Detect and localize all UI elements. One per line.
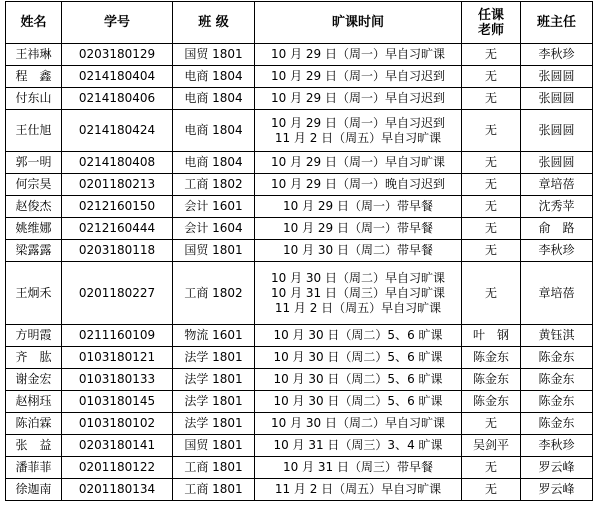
header-row xyxy=(6,2,593,44)
student-id-cell: 0214180408 xyxy=(62,152,173,174)
absence-time-entry: 10 月 31 日（周三）早自习旷课 xyxy=(271,285,445,300)
absence-time-cell xyxy=(255,44,462,66)
student-id-cell: 0211160109 xyxy=(62,325,173,347)
table-row xyxy=(6,435,593,457)
absence-time-entry: 10 月 29 日（周一）早自习迟到 xyxy=(271,69,445,83)
student-name-cell: 王祎琳 xyxy=(6,44,62,66)
table-row xyxy=(6,262,593,325)
student-id-cell: 0214180406 xyxy=(62,88,173,110)
absence-time-cell xyxy=(255,152,462,174)
absence-time-cell xyxy=(255,325,462,347)
class-cell: 国贸 1801 xyxy=(173,240,255,262)
student-id-cell: 0103180133 xyxy=(62,369,173,391)
absence-time-entry: 11 月 2 日（周五）早自习旷课 xyxy=(274,130,442,145)
teacher-cell: 无 xyxy=(462,196,521,218)
class-cell: 法学 1801 xyxy=(173,369,255,391)
absence-time-entry: 10 月 30 日（周二）5、6 旷课 xyxy=(273,350,443,364)
student-name-cell: 张 益 xyxy=(6,435,62,457)
student-name-cell: 姚维娜 xyxy=(6,218,62,240)
student-name-cell: 郭一明 xyxy=(6,152,62,174)
table-row xyxy=(6,240,593,262)
teacher-cell: 陈金东 xyxy=(462,391,521,413)
absence-time-cell xyxy=(255,435,462,457)
student-name-cell: 何宗昊 xyxy=(6,174,62,196)
student-name-cell: 王仕旭 xyxy=(6,110,62,152)
teacher-cell: 陈金东 xyxy=(462,369,521,391)
student-id-cell: 0201180122 xyxy=(62,457,173,479)
header-absence-time: 旷课时间 xyxy=(255,2,462,44)
teacher-cell: 无 xyxy=(462,174,521,196)
student-name-cell: 方明霞 xyxy=(6,325,62,347)
student-id-cell: 0103180121 xyxy=(62,347,173,369)
absence-time-entry: 10 月 31 日（周三）3、4 旷课 xyxy=(273,438,443,452)
table-row xyxy=(6,110,593,152)
absence-time-cell xyxy=(255,262,462,325)
class-cell: 国贸 1801 xyxy=(173,435,255,457)
class-cell: 工商 1802 xyxy=(173,262,255,325)
header-teacher-line1: 任课 xyxy=(477,7,504,23)
teacher-cell: 陈金东 xyxy=(462,347,521,369)
absence-time-entry: 10 月 30 日（周二）带早餐 xyxy=(283,243,433,257)
class-cell: 法学 1801 xyxy=(173,391,255,413)
class-cell: 工商 1802 xyxy=(173,174,255,196)
class-cell: 电商 1804 xyxy=(173,66,255,88)
absence-time-entry: 10 月 30 日（周二）早自习旷课 xyxy=(271,416,445,430)
student-id-cell: 0203180118 xyxy=(62,240,173,262)
class-cell: 法学 1801 xyxy=(173,413,255,435)
student-id-cell: 0201180227 xyxy=(62,262,173,325)
absence-time-cell xyxy=(255,110,462,152)
student-name-cell: 赵栩珏 xyxy=(6,391,62,413)
student-name-cell: 徐迦南 xyxy=(6,479,62,501)
absence-time-entry: 10 月 29 日（周一）早自习迟到 xyxy=(271,91,445,105)
student-name-cell: 陈泊霖 xyxy=(6,413,62,435)
head-teacher-cell: 章培蓓 xyxy=(521,262,593,325)
class-cell: 工商 1801 xyxy=(173,479,255,501)
teacher-cell: 无 xyxy=(462,413,521,435)
absence-time-cell xyxy=(255,88,462,110)
absence-time-entry: 10 月 30 日（周二）5、6 旷课 xyxy=(273,372,443,386)
head-teacher-cell: 李秋珍 xyxy=(521,44,593,66)
head-teacher-cell: 张圆圆 xyxy=(521,88,593,110)
class-cell: 电商 1804 xyxy=(173,88,255,110)
student-name-cell: 付东山 xyxy=(6,88,62,110)
teacher-cell: 无 xyxy=(462,110,521,152)
head-teacher-cell: 俞 路 xyxy=(521,218,593,240)
student-name-cell: 潘菲菲 xyxy=(6,457,62,479)
absence-time-entry: 10 月 29 日（周一）早自习旷课 xyxy=(271,47,445,61)
absence-time-entry: 11 月 2 日（周五）早自习旷课 xyxy=(274,300,442,315)
absence-time-entry: 10 月 30 日（周二）早自习旷课 xyxy=(271,270,445,285)
student-id-cell: 0201180134 xyxy=(62,479,173,501)
class-cell: 会计 1601 xyxy=(173,196,255,218)
absence-time-entry: 10 月 29 日（周一）早自习迟到 xyxy=(271,115,445,130)
absence-time-cell xyxy=(255,174,462,196)
student-id-cell: 0212160444 xyxy=(62,218,173,240)
absence-time-cell xyxy=(255,66,462,88)
head-teacher-cell: 陈金东 xyxy=(521,413,593,435)
absence-time-cell xyxy=(255,413,462,435)
absence-time-entry: 10 月 30 日（周二）5、6 旷课 xyxy=(273,394,443,408)
absence-time-cell xyxy=(255,391,462,413)
head-teacher-cell: 张圆圆 xyxy=(521,110,593,152)
table-body xyxy=(6,44,593,501)
teacher-cell: 无 xyxy=(462,240,521,262)
student-name-cell: 程 鑫 xyxy=(6,66,62,88)
student-id-cell: 0103180145 xyxy=(62,391,173,413)
head-teacher-cell: 罗云峰 xyxy=(521,457,593,479)
head-teacher-cell: 罗云峰 xyxy=(521,479,593,501)
class-cell: 物流 1601 xyxy=(173,325,255,347)
head-teacher-cell: 黄钰淇 xyxy=(521,325,593,347)
table-row xyxy=(6,325,593,347)
table-row xyxy=(6,66,593,88)
student-name-cell: 梁露露 xyxy=(6,240,62,262)
table-row xyxy=(6,196,593,218)
header-class: 班 级 xyxy=(173,2,255,44)
absence-time-cell xyxy=(255,196,462,218)
class-cell: 电商 1804 xyxy=(173,110,255,152)
table-row xyxy=(6,479,593,501)
table-row xyxy=(6,457,593,479)
absence-time-cell xyxy=(255,218,462,240)
head-teacher-cell: 陈金东 xyxy=(521,369,593,391)
absence-time-cell xyxy=(255,479,462,501)
teacher-cell: 无 xyxy=(462,457,521,479)
header-name: 姓名 xyxy=(6,2,62,44)
head-teacher-cell: 陈金东 xyxy=(521,347,593,369)
teacher-cell: 无 xyxy=(462,479,521,501)
head-teacher-cell: 陈金东 xyxy=(521,391,593,413)
absence-time-entry: 10 月 31 日（周三）带早餐 xyxy=(283,460,433,474)
head-teacher-cell: 章培蓓 xyxy=(521,174,593,196)
absence-time-cell xyxy=(255,240,462,262)
student-id-cell: 0103180102 xyxy=(62,413,173,435)
head-teacher-cell: 李秋珍 xyxy=(521,435,593,457)
absence-time-entry: 10 月 29 日（周一）早自习旷课 xyxy=(271,155,445,169)
teacher-cell: 无 xyxy=(462,88,521,110)
student-name-cell: 齐 肱 xyxy=(6,347,62,369)
teacher-cell: 无 xyxy=(462,66,521,88)
absence-time-entry: 10 月 29 日（周一）带早餐 xyxy=(283,199,433,213)
student-id-cell: 0214180404 xyxy=(62,66,173,88)
student-id-cell: 0212160150 xyxy=(62,196,173,218)
teacher-cell: 无 xyxy=(462,262,521,325)
table-row xyxy=(6,413,593,435)
head-teacher-cell: 张圆圆 xyxy=(521,152,593,174)
table-row xyxy=(6,88,593,110)
teacher-cell: 吴剑平 xyxy=(462,435,521,457)
absence-time-entry: 10 月 30 日（周二）5、6 旷课 xyxy=(273,328,443,342)
teacher-cell: 叶 钢 xyxy=(462,325,521,347)
header-student-id: 学号 xyxy=(62,2,173,44)
table-row xyxy=(6,369,593,391)
absence-time-cell xyxy=(255,457,462,479)
table-row xyxy=(6,347,593,369)
student-id-cell: 0203180129 xyxy=(62,44,173,66)
student-id-cell: 0214180424 xyxy=(62,110,173,152)
table-row xyxy=(6,152,593,174)
absence-time-entry: 11 月 2 日（周五）早自习旷课 xyxy=(274,482,442,496)
header-head-teacher: 班主任 xyxy=(521,2,593,44)
absence-table xyxy=(5,1,593,501)
absence-time-entry: 10 月 29 日（周一）带早餐 xyxy=(283,221,433,235)
student-name-cell: 王炯禾 xyxy=(6,262,62,325)
head-teacher-cell: 张圆圆 xyxy=(521,66,593,88)
table-row xyxy=(6,174,593,196)
header-teacher xyxy=(462,2,521,44)
student-id-cell: 0201180213 xyxy=(62,174,173,196)
student-id-cell: 0203180141 xyxy=(62,435,173,457)
teacher-cell: 无 xyxy=(462,218,521,240)
absence-time-cell xyxy=(255,347,462,369)
head-teacher-cell: 沈秀苹 xyxy=(521,196,593,218)
header-teacher-line2: 老师 xyxy=(477,22,504,38)
student-name-cell: 赵俊杰 xyxy=(6,196,62,218)
table-row xyxy=(6,44,593,66)
class-cell: 法学 1801 xyxy=(173,347,255,369)
head-teacher-cell: 李秋珍 xyxy=(521,240,593,262)
absence-time-entry: 10 月 29 日（周一）晚自习迟到 xyxy=(271,177,445,191)
class-cell: 工商 1801 xyxy=(173,457,255,479)
class-cell: 会计 1604 xyxy=(173,218,255,240)
teacher-cell: 无 xyxy=(462,44,521,66)
student-name-cell: 谢金宏 xyxy=(6,369,62,391)
class-cell: 电商 1804 xyxy=(173,152,255,174)
teacher-cell: 无 xyxy=(462,152,521,174)
table-row xyxy=(6,391,593,413)
class-cell: 国贸 1801 xyxy=(173,44,255,66)
table-row xyxy=(6,218,593,240)
absence-time-cell xyxy=(255,369,462,391)
